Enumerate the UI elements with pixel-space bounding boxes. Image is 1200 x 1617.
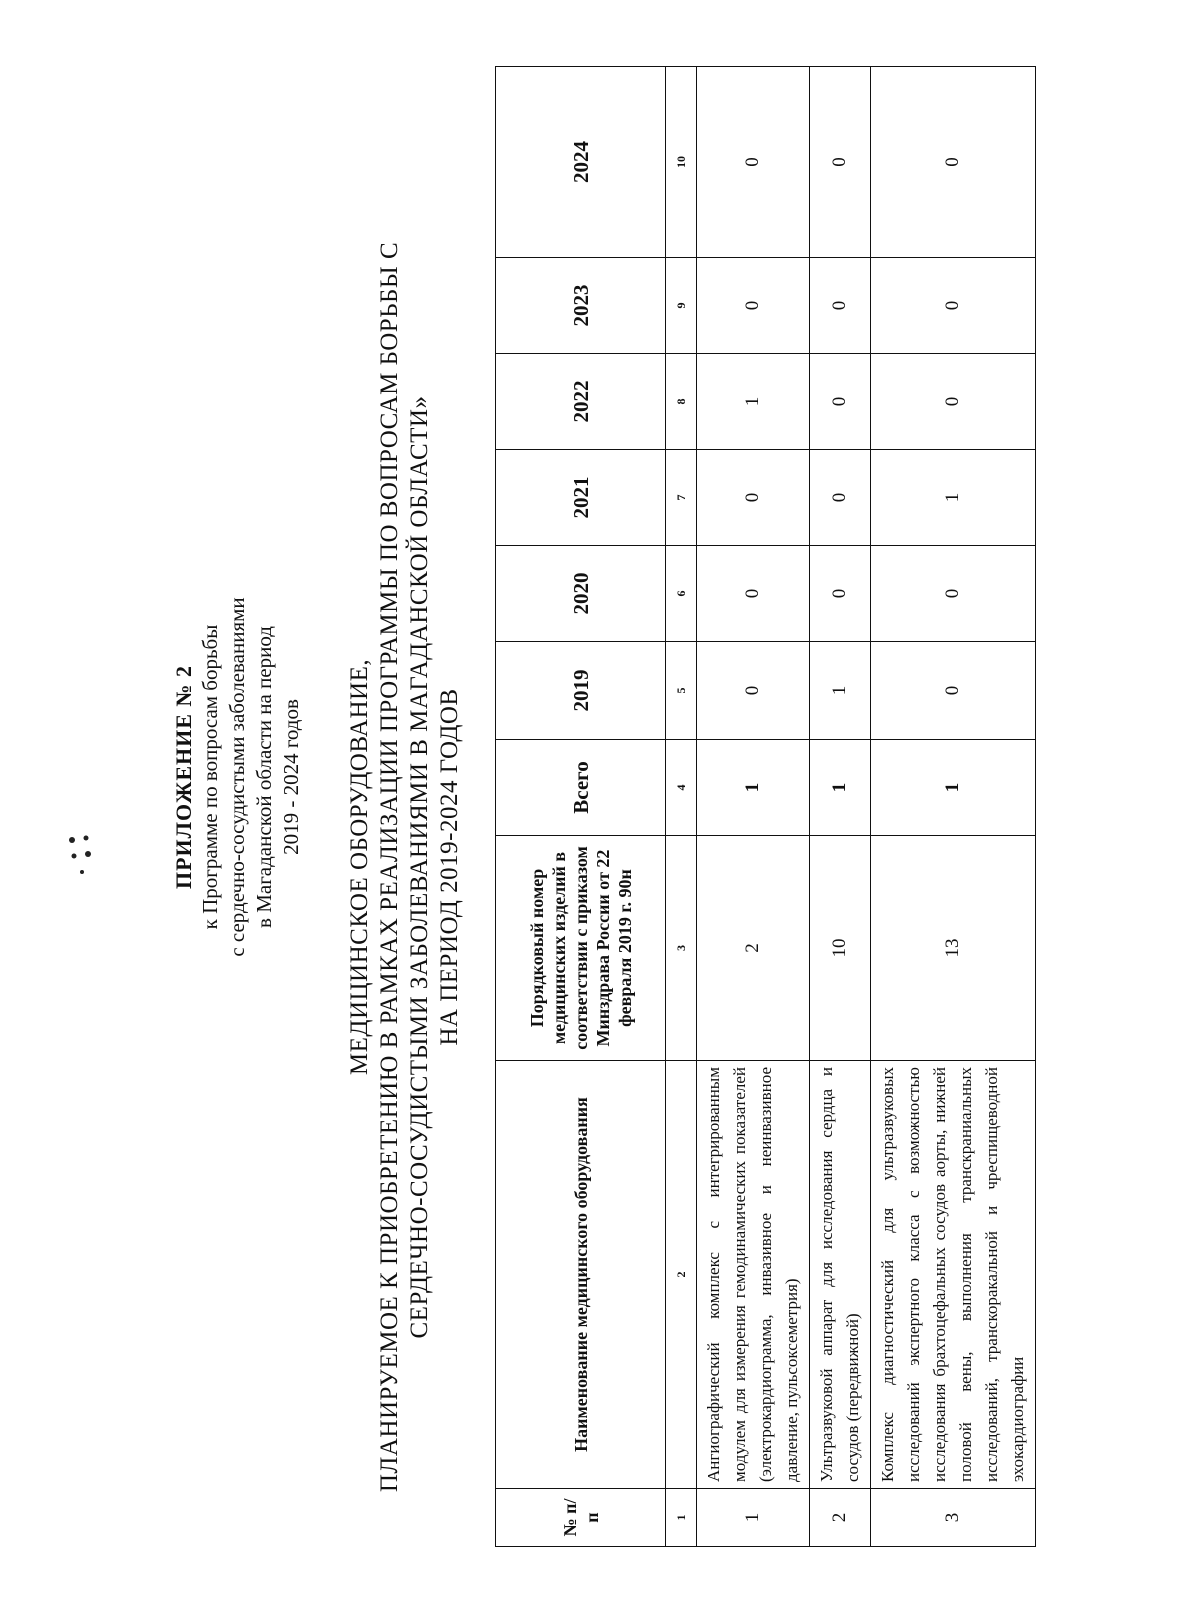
row-year-value: 0 — [871, 354, 1036, 450]
document-title-line: СЕРДЕЧНО-СОСУДИСТЫМИ ЗАБОЛЕВАНИЯМИ В МАГАДАНСКОЙ ОБЛАСТИ» — [406, 395, 433, 1339]
row-year-value: 0 — [697, 642, 810, 740]
equipment-table — [495, 66, 1036, 1547]
appendix-header — [170, 317, 305, 1237]
header-year: 2020 — [496, 546, 666, 642]
column-index: 5 — [666, 642, 697, 740]
table-row — [871, 67, 1036, 1547]
table-row — [697, 67, 810, 1547]
row-num: 3 — [871, 1489, 1036, 1547]
row-year-value: 1 — [810, 642, 871, 740]
row-num: 1 — [697, 1489, 810, 1547]
row-year-value: 1 — [697, 354, 810, 450]
header-name: Наименование медицинского оборудования — [496, 1061, 666, 1489]
scan-speck-icon — [62, 830, 102, 880]
row-year-value: 0 — [697, 67, 810, 258]
column-index-row — [666, 67, 697, 1547]
row-year-value: 0 — [810, 546, 871, 642]
column-index: 6 — [666, 546, 697, 642]
appendix-line: 2019 - 2024 годов — [279, 699, 303, 855]
document-title-line: НА ПЕРИОД 2019-2024 ГОДОВ — [436, 688, 463, 1046]
scan-mark — [62, 830, 102, 886]
row-order-no: 10 — [810, 836, 871, 1061]
header-year: 2024 — [496, 67, 666, 258]
row-name: Ультразвуковой аппарат для исследования сердца и сосудов (передвижной) — [810, 1061, 871, 1489]
row-order-no: 2 — [697, 836, 810, 1061]
row-total: 1 — [697, 740, 810, 836]
column-index: 8 — [666, 354, 697, 450]
table-row — [810, 67, 871, 1547]
column-index: 10 — [666, 67, 697, 258]
row-year-value: 0 — [810, 450, 871, 546]
header-year: 2023 — [496, 258, 666, 354]
column-index: 1 — [666, 1489, 697, 1547]
column-index: 3 — [666, 836, 697, 1061]
row-year-value: 1 — [871, 450, 1036, 546]
column-index: 7 — [666, 450, 697, 546]
document-title — [345, 147, 465, 1587]
row-order-no: 13 — [871, 836, 1036, 1061]
row-total: 1 — [871, 740, 1036, 836]
document-title-line: МЕДИЦИНСКОЕ ОБОРУДОВАНИЕ, — [346, 658, 373, 1076]
appendix-line: с сердечно-сосудистыми заболеваниями — [225, 597, 249, 957]
appendix-line: к Программе по вопросам борьбы — [198, 624, 222, 930]
row-year-value: 0 — [697, 258, 810, 354]
column-index: 9 — [666, 258, 697, 354]
row-year-value: 0 — [810, 258, 871, 354]
appendix-title: ПРИЛОЖЕНИЕ № 2 — [171, 664, 196, 890]
row-year-value: 0 — [871, 67, 1036, 258]
document-title-line: ПЛАНИРУЕМОЕ К ПРИОБРЕТЕНИЮ В РАМКАХ РЕАЛИЗАЦИИ ПРОГРАММЫ ПО ВОПРОСАМ БОРЬБЫ С — [376, 241, 403, 1493]
header-total: Всего — [496, 740, 666, 836]
header-num: № п/п — [496, 1489, 666, 1547]
row-year-value: 0 — [871, 546, 1036, 642]
row-year-value: 0 — [871, 258, 1036, 354]
row-year-value: 0 — [871, 642, 1036, 740]
header-year: 2022 — [496, 354, 666, 450]
header-year: 2019 — [496, 642, 666, 740]
row-name: Комплекс диагностический для ультразвуковых исследований экспертного класса с возможностью исследования брахтоцефальных сосудов аорты, нижней половой вены, выполнения транскраниальных исследований, транскоракальной и чреспищеводной эхокардиографии — [871, 1061, 1036, 1489]
appendix-line: в Магаданской области на период — [252, 626, 276, 928]
row-num: 2 — [810, 1489, 871, 1547]
header-order-no: Порядковый номер медицинских изделий в соответствии с приказом Минздрава России от 22 февраля 2019 г. 90н — [496, 836, 666, 1061]
row-year-value: 0 — [697, 450, 810, 546]
table-header-row — [496, 67, 666, 1547]
column-index: 2 — [666, 1061, 697, 1489]
row-total: 1 — [810, 740, 871, 836]
row-year-value: 0 — [697, 546, 810, 642]
header-year: 2021 — [496, 450, 666, 546]
row-year-value: 0 — [810, 67, 871, 258]
row-year-value: 0 — [810, 354, 871, 450]
column-index: 4 — [666, 740, 697, 836]
row-name: Ангиографический комплекс с интегрированным модулем для измерения гемодинамических показателей (электрокардиограмма, инвазивное и неинвазивное давление, пульсоксеметрия) — [697, 1061, 810, 1489]
